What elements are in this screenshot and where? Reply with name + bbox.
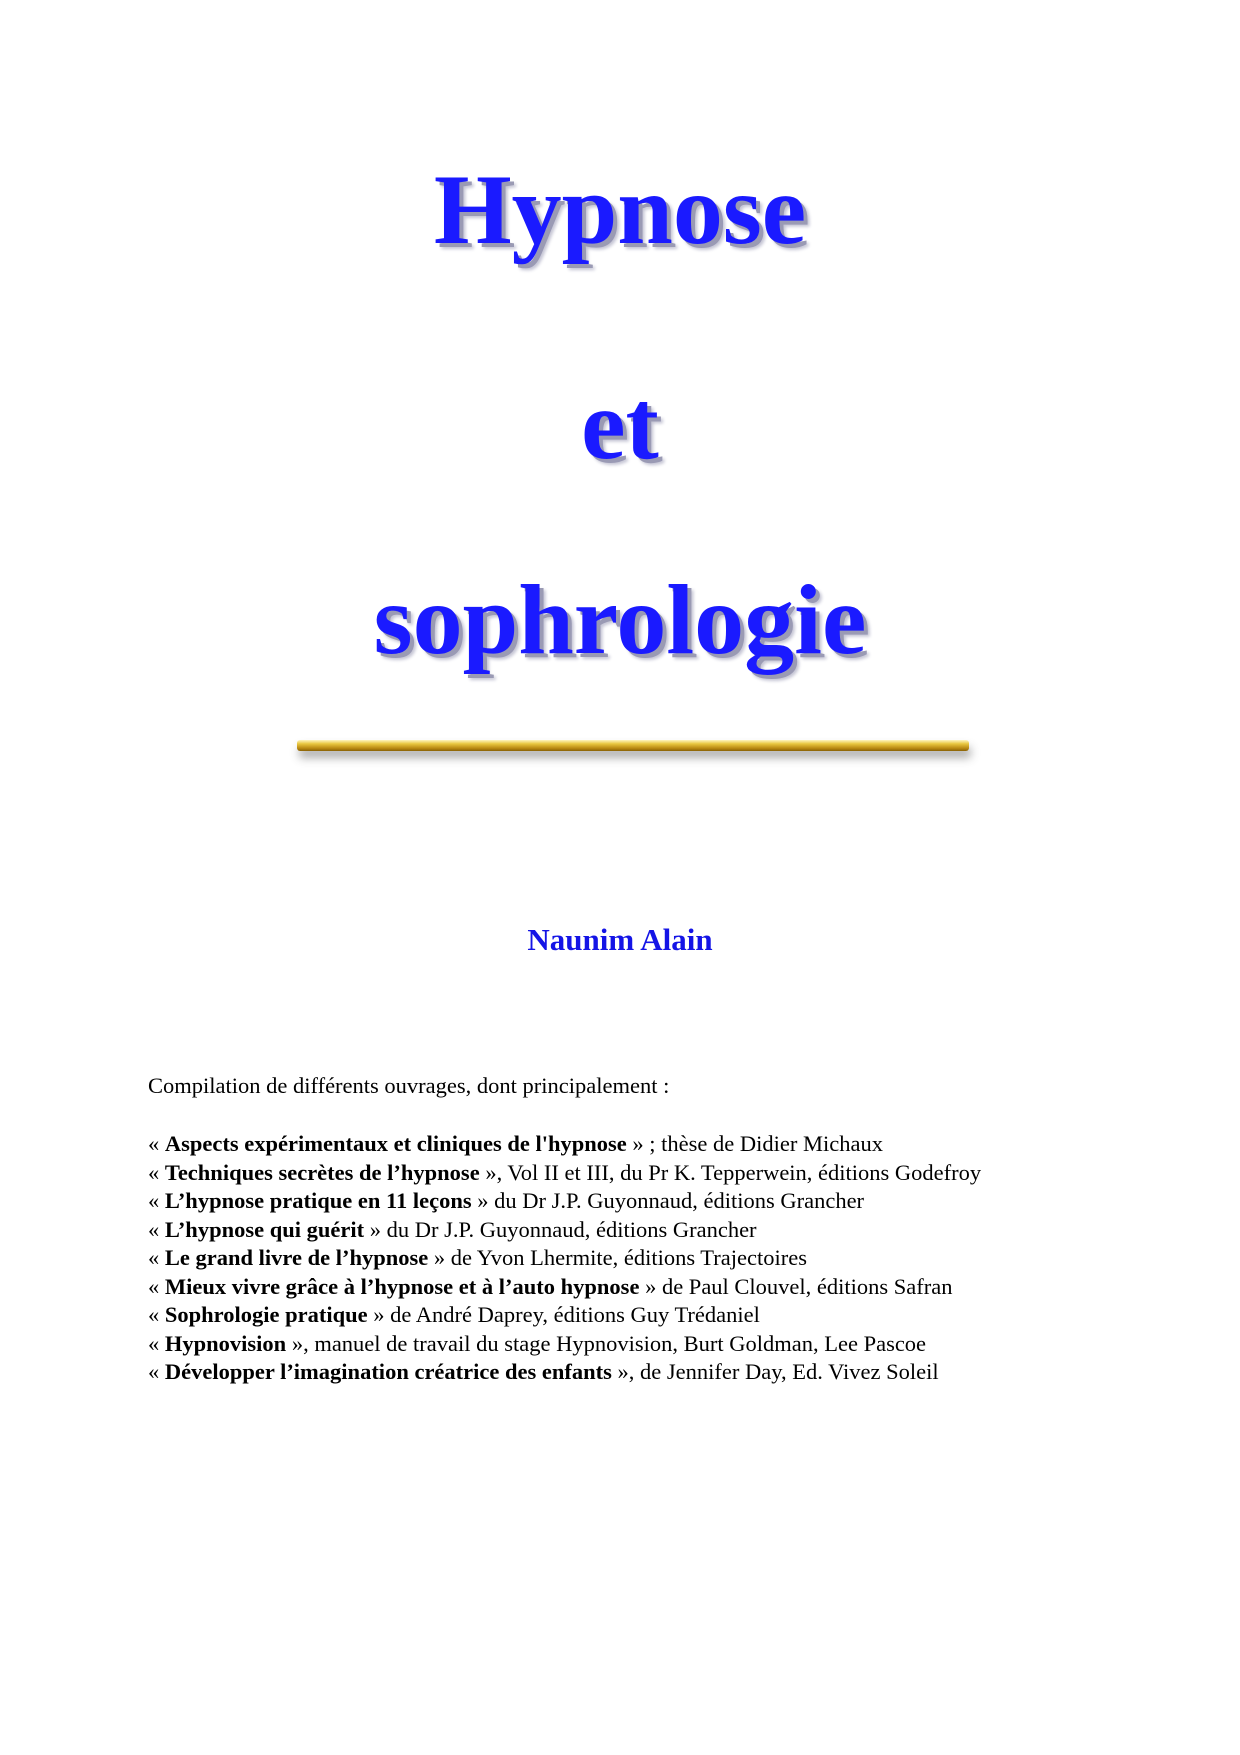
reference-details: », manuel de travail du stage Hypnovision, Burt Goldman, Lee Pascoe bbox=[286, 1330, 927, 1356]
reference-details: » de Yvon Lhermite, éditions Trajectoires bbox=[428, 1245, 807, 1270]
reference-details: » du Dr J.P. Guyonnaud, éditions Grancher bbox=[471, 1188, 865, 1213]
reference-item bbox=[148, 1330, 981, 1359]
reference-title: Techniques secrètes de l’hypnose bbox=[164, 1159, 480, 1185]
reference-item bbox=[148, 1301, 981, 1330]
reference-title: L’hypnose pratique en 11 leçons bbox=[164, 1188, 472, 1213]
quote-open: « bbox=[148, 1359, 165, 1384]
reference-details: » ; thèse de Didier Michaux bbox=[626, 1131, 883, 1156]
reference-item bbox=[148, 1187, 981, 1216]
reference-details: », de Jennifer Day, Ed. Vivez Soleil bbox=[611, 1359, 939, 1384]
reference-item bbox=[148, 1273, 981, 1302]
reference-title: L’hypnose qui guérit bbox=[164, 1216, 365, 1242]
intro-text: Compilation de différents ouvrages, dont principalement : bbox=[148, 1073, 670, 1098]
reference-details: » de André Daprey, éditions Guy Trédaniel bbox=[367, 1302, 760, 1327]
reference-title: Le grand livre de l’hypnose bbox=[164, 1245, 429, 1270]
title-line-hypnose: Hypnose bbox=[433, 154, 807, 265]
reference-details: » du Dr J.P. Guyonnaud, éditions Grancher bbox=[364, 1216, 757, 1242]
reference-title: Sophrologie pratique bbox=[164, 1302, 368, 1327]
quote-open: « bbox=[148, 1245, 165, 1270]
quote-open: « bbox=[148, 1131, 165, 1156]
reference-details: », Vol II et III, du Pr K. Tepperwein, éditions Godefroy bbox=[479, 1159, 982, 1185]
reference-list bbox=[148, 1130, 981, 1387]
reference-item bbox=[148, 1216, 981, 1245]
reference-item bbox=[148, 1130, 981, 1159]
quote-open: « bbox=[148, 1302, 165, 1327]
quote-open: « bbox=[148, 1273, 165, 1299]
quote-open: « bbox=[148, 1159, 165, 1185]
quote-open: « bbox=[148, 1188, 165, 1213]
reference-title: Hypnovision bbox=[164, 1330, 287, 1356]
gold-divider-rule bbox=[297, 740, 969, 751]
title-line-et: et bbox=[581, 369, 659, 480]
reference-item bbox=[148, 1159, 981, 1188]
quote-open: « bbox=[148, 1216, 165, 1242]
reference-title: Développer l’imagination créatrice des enfants bbox=[164, 1359, 612, 1384]
reference-item bbox=[148, 1358, 981, 1387]
author-name: Naunim Alain bbox=[527, 922, 713, 957]
reference-title: Mieux vivre grâce à l’hypnose et à l’auto hypnose bbox=[164, 1273, 640, 1299]
reference-details: » de Paul Clouvel, éditions Safran bbox=[639, 1273, 953, 1299]
reference-item bbox=[148, 1244, 981, 1273]
reference-title: Aspects expérimentaux et cliniques de l'hypnose bbox=[164, 1131, 627, 1156]
title-line-sophrologie: sophrologie bbox=[373, 564, 867, 675]
quote-open: « bbox=[148, 1330, 165, 1356]
